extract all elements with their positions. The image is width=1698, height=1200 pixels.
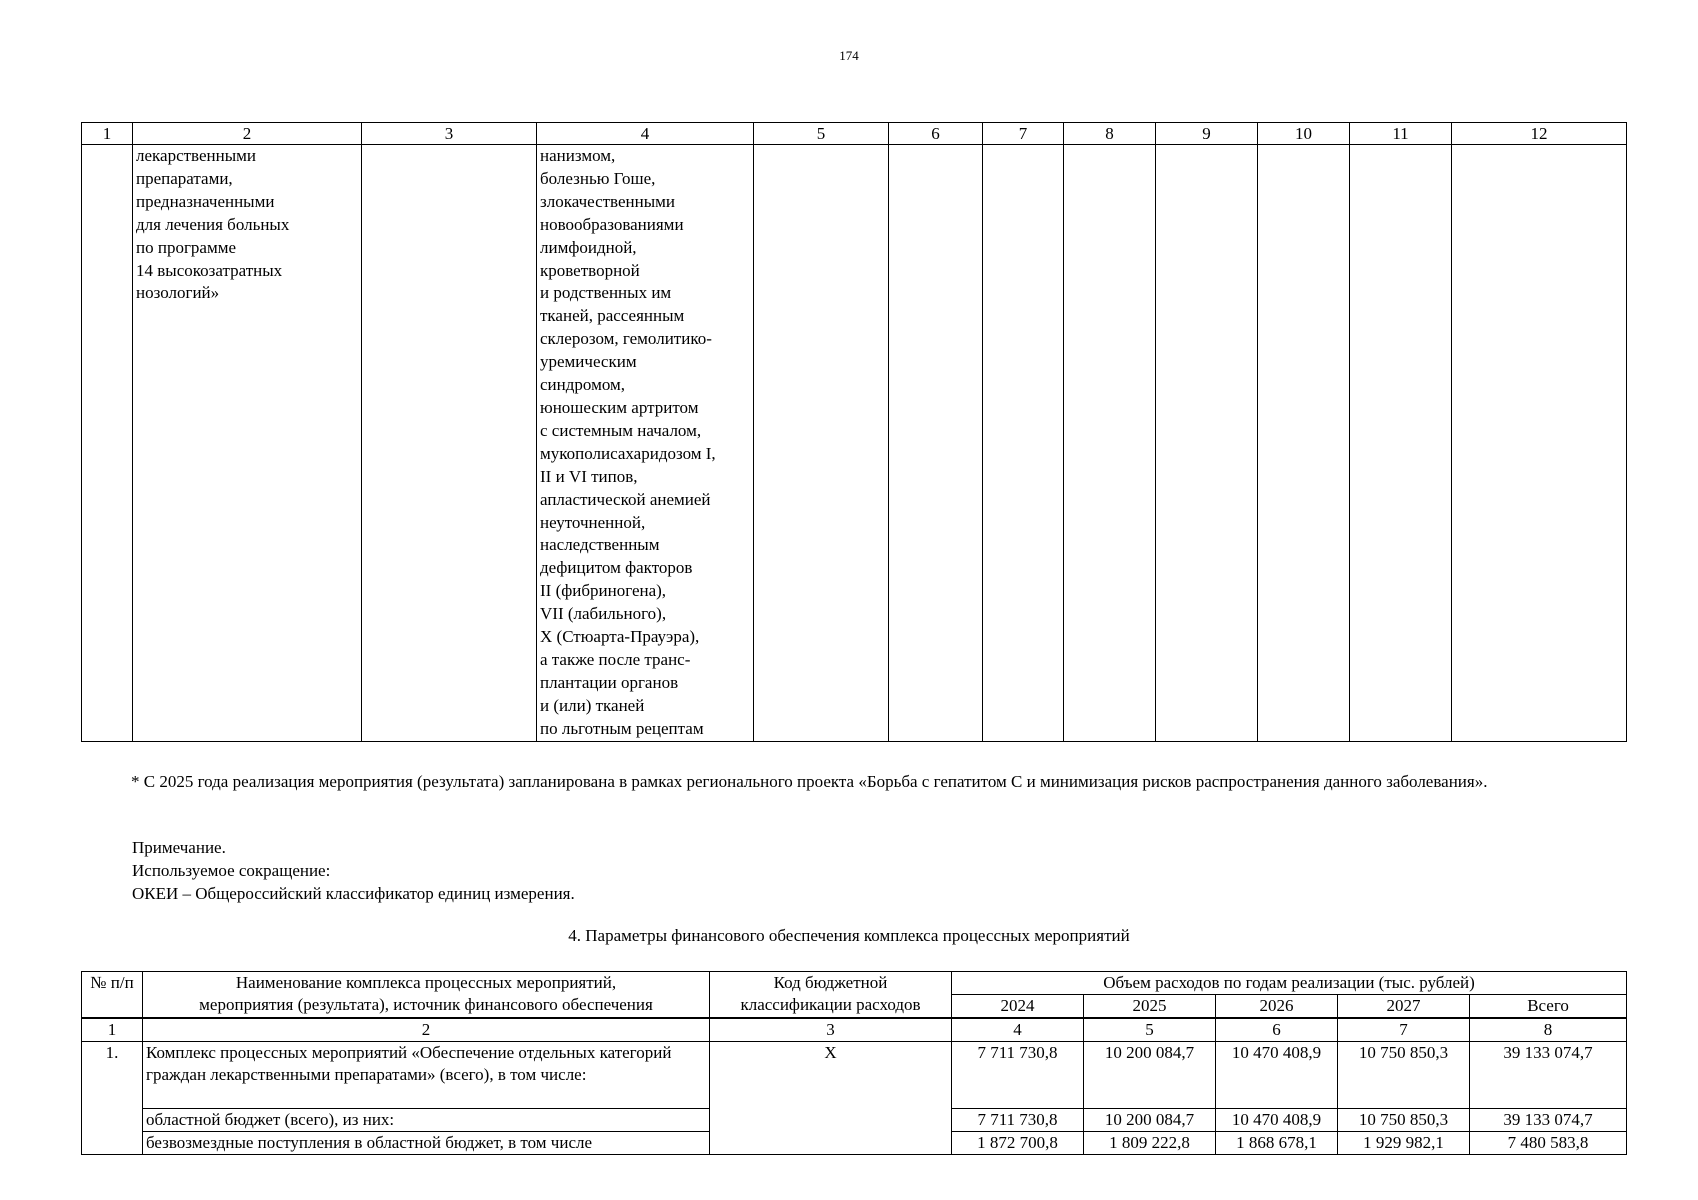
value-cell: 7 480 583,8 — [1470, 1132, 1627, 1155]
value-cell: 1 872 700,8 — [952, 1132, 1084, 1155]
header-year: 2025 — [1084, 995, 1216, 1019]
col-number: 2 — [133, 123, 362, 145]
header-row — [82, 972, 1627, 995]
column-number-row — [82, 1018, 1627, 1042]
abbreviation-intro: Используемое сокращение: — [132, 861, 331, 880]
col-number: 7 — [1338, 1018, 1470, 1042]
header-budget-code: Код бюджетной классификации расходов — [710, 972, 952, 1019]
budget-code: Х — [710, 1042, 952, 1155]
col-number: 8 — [1064, 123, 1156, 145]
col-number: 4 — [952, 1018, 1084, 1042]
value-cell: 39 133 074,7 — [1470, 1109, 1627, 1132]
value-cell: 7 711 730,8 — [952, 1109, 1084, 1132]
note-block — [132, 836, 575, 905]
page-number: 174 — [839, 48, 859, 63]
finance-table — [81, 971, 1627, 1155]
section-title: 4. Параметры финансового обеспечения комплекса процессных мероприятий — [568, 926, 1130, 945]
header-total: Всего — [1470, 995, 1627, 1019]
col-number: 12 — [1452, 123, 1627, 145]
value-cell: 1 868 678,1 — [1216, 1132, 1338, 1155]
event-name-cell: лекарственными препаратами, предназначенными для лечения больных по программе 14 высокозатратных нозологий» — [133, 145, 362, 742]
continued-table — [81, 122, 1627, 742]
value-cell: 7 711 730,8 — [952, 1042, 1084, 1109]
value-cell: 10 200 084,7 — [1084, 1109, 1216, 1132]
col-number: 8 — [1470, 1018, 1627, 1042]
header-year: 2027 — [1338, 995, 1470, 1019]
header-name: Наименование комплекса процессных мероприятий, мероприятия (результата), источник финансового обеспечения — [143, 972, 710, 1019]
value-cell: 10 470 408,9 — [1216, 1042, 1338, 1109]
col-number: 3 — [710, 1018, 952, 1042]
value-cell: 10 750 850,3 — [1338, 1109, 1470, 1132]
col-number: 5 — [754, 123, 889, 145]
table-row — [82, 1042, 1627, 1109]
col-number: 11 — [1350, 123, 1452, 145]
header-volume: Объем расходов по годам реализации (тыс. рублей) — [952, 972, 1627, 995]
value-cell: 1 809 222,8 — [1084, 1132, 1216, 1155]
col-number: 2 — [143, 1018, 710, 1042]
value-cell: 1 929 982,1 — [1338, 1132, 1470, 1155]
col-number: 7 — [983, 123, 1064, 145]
col-number: 6 — [1216, 1018, 1338, 1042]
col-number: 1 — [82, 123, 133, 145]
col-number: 10 — [1258, 123, 1350, 145]
column-number-row — [82, 123, 1627, 145]
value-cell: 10 470 408,9 — [1216, 1109, 1338, 1132]
value-cell: 10 750 850,3 — [1338, 1042, 1470, 1109]
col-number: 6 — [889, 123, 983, 145]
col-number: 5 — [1084, 1018, 1216, 1042]
value-cell: 10 200 084,7 — [1084, 1042, 1216, 1109]
row-name: Комплекс процессных мероприятий «Обеспечение отдельных категорий граждан лекарственными препаратами» (всего), в том числе: — [143, 1042, 710, 1109]
header-year: 2026 — [1216, 995, 1338, 1019]
col-number: 3 — [362, 123, 537, 145]
row-name: областной бюджет (всего), из них: — [143, 1109, 710, 1132]
header-year: 2024 — [952, 995, 1084, 1019]
header-num: № п/п — [82, 972, 143, 1019]
table-row — [82, 145, 1627, 742]
row-name: безвозмездные поступления в областной бюджет, в том числе — [143, 1132, 710, 1155]
row-number: 1. — [82, 1042, 143, 1155]
footnote: * С 2025 года реализация мероприятия (результата) запланирована в рамках регионального проекта «Борьба с гепатитом С и минимизация рисков распространения данного заболевания». — [131, 772, 1488, 791]
description-cell: нанизмом, болезнью Гоше, злокачественными новообразованиями лимфоидной, кроветворной и родственных им тканей, рассеянным склерозом, гемолитико- уремическим синдромом, юношеским артритом с системным началом, мукополисахаридозом I, II и VI типов, апластической анемией неуточненной, наследственным дефицитом факторов II (фибриногена), VII (лабильного), X (Стюарта-Прауэра), а также после транс- плантации органов и (или) тканей по льготным рецептам — [537, 145, 754, 742]
abbreviation-okei: ОКЕИ – Общероссийский классификатор единиц измерения. — [132, 884, 575, 903]
col-number: 4 — [537, 123, 754, 145]
col-number: 9 — [1156, 123, 1258, 145]
col-number: 1 — [82, 1018, 143, 1042]
value-cell: 39 133 074,7 — [1470, 1042, 1627, 1109]
note-title: Примечание. — [132, 838, 226, 857]
